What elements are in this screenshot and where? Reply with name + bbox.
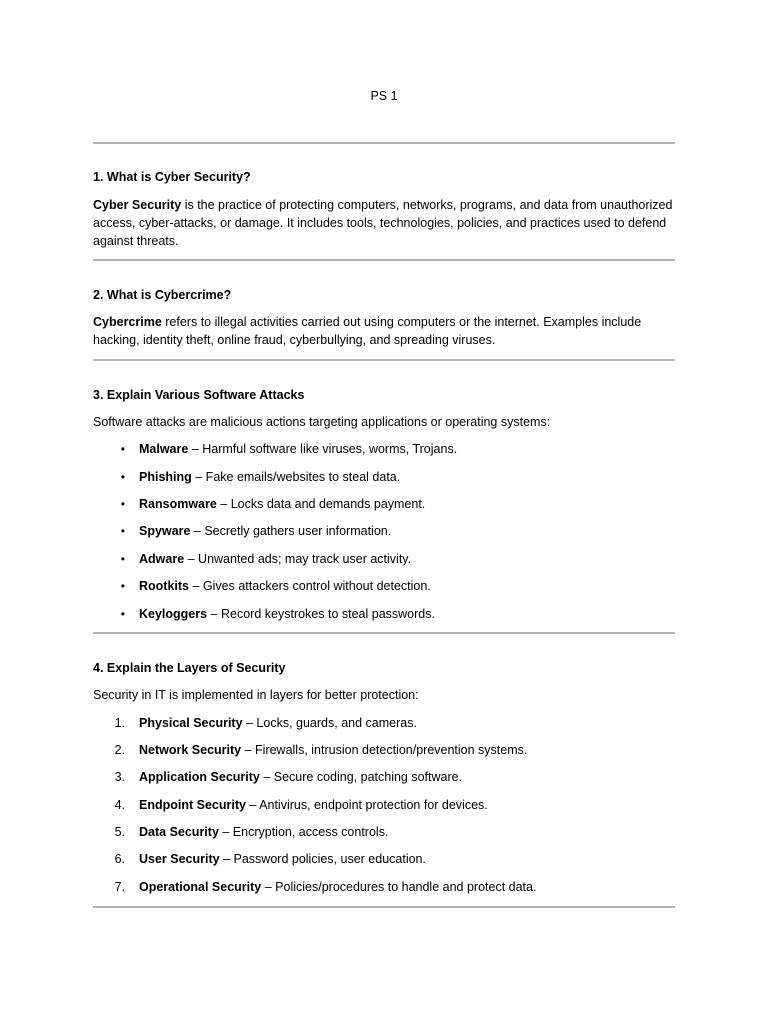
bullet-marker: • <box>120 607 125 621</box>
horizontal-rule <box>93 359 675 361</box>
item-description: – Password policies, user education. <box>219 852 426 866</box>
section-2-term: Cybercrime <box>93 315 162 329</box>
bullet-marker: • <box>120 579 125 593</box>
item-description: – Secretly gathers user information. <box>190 524 392 538</box>
item-term: Phishing <box>139 470 192 484</box>
item-description: – Fake emails/websites to steal data. <box>191 470 401 484</box>
bullet-marker: • <box>120 497 125 511</box>
item-description: – Harmful software like viruses, worms, Trojans. <box>188 442 458 456</box>
item-description: – Firewalls, intrusion detection/prevention systems. <box>241 743 528 757</box>
item-description: – Policies/procedures to handle and protect data. <box>261 880 537 894</box>
item-description: – Record keystrokes to steal passwords. <box>207 607 435 621</box>
item-term: User Security <box>139 852 220 866</box>
item-term: Operational Security <box>139 880 262 894</box>
section-2-paragraph <box>93 313 675 349</box>
list-number: 2. <box>114 743 125 757</box>
item-term: Physical Security <box>139 716 243 730</box>
list-number: 3. <box>114 770 125 784</box>
horizontal-rule <box>93 259 675 261</box>
section-1-heading: 1. What is Cyber Security? <box>93 170 251 184</box>
section-4-heading: 4. Explain the Layers of Security <box>93 661 286 675</box>
section-1-text: is the practice of protecting computers, networks, programs, and data from unauthorized access, cyber-attacks, or damage. It includes tools, technologies, policies, and practices used to defend against threats. <box>93 198 673 248</box>
item-term: Network Security <box>139 743 242 757</box>
item-description: – Encryption, access controls. <box>218 825 389 839</box>
item-description: – Locks, guards, and cameras. <box>242 716 417 730</box>
item-term: Malware <box>139 442 189 456</box>
list-number: 1. <box>114 716 125 730</box>
section-1-paragraph <box>93 196 675 250</box>
bullet-marker: • <box>120 470 125 484</box>
page-header-title: PS 1 <box>370 89 398 103</box>
section-2-heading: 2. What is Cybercrime? <box>93 288 232 302</box>
list-number: 4. <box>114 798 125 812</box>
list-number: 6. <box>114 852 125 866</box>
item-description: – Unwanted ads; may track user activity. <box>184 552 412 566</box>
item-term: Keyloggers <box>139 607 208 621</box>
bullet-marker: • <box>120 524 125 538</box>
section-2-text: refers to illegal activities carried out using computers or the internet. Examples include hacking, identity theft, online fraud, cyberbullying, and spreading viruses. <box>93 315 642 347</box>
item-description: – Secure coding, patching software. <box>259 770 463 784</box>
item-term: Ransomware <box>139 497 217 511</box>
section-4-intro: Security in IT is implemented in layers for better protection: <box>93 688 419 702</box>
list-number: 7. <box>114 880 125 894</box>
section-1-term: Cyber Security <box>93 198 182 212</box>
bullet-marker: • <box>120 442 125 456</box>
item-term: Adware <box>139 552 185 566</box>
item-term: Application Security <box>139 770 260 784</box>
item-term: Data Security <box>139 825 219 839</box>
item-description: – Antivirus, endpoint protection for devices. <box>245 798 488 812</box>
item-description: – Gives attackers control without detection. <box>189 579 431 593</box>
section-3-intro: Software attacks are malicious actions targeting applications or operating systems: <box>93 415 551 429</box>
list-number: 5. <box>114 825 125 839</box>
item-term: Rootkits <box>139 579 189 593</box>
item-description: – Locks data and demands payment. <box>216 497 426 511</box>
horizontal-rule <box>93 632 675 634</box>
item-term: Spyware <box>139 524 191 538</box>
section-3-heading: 3. Explain Various Software Attacks <box>93 388 305 402</box>
bullet-marker: • <box>120 552 125 566</box>
item-term: Endpoint Security <box>139 798 246 812</box>
horizontal-rule <box>93 142 675 144</box>
horizontal-rule <box>93 906 675 908</box>
